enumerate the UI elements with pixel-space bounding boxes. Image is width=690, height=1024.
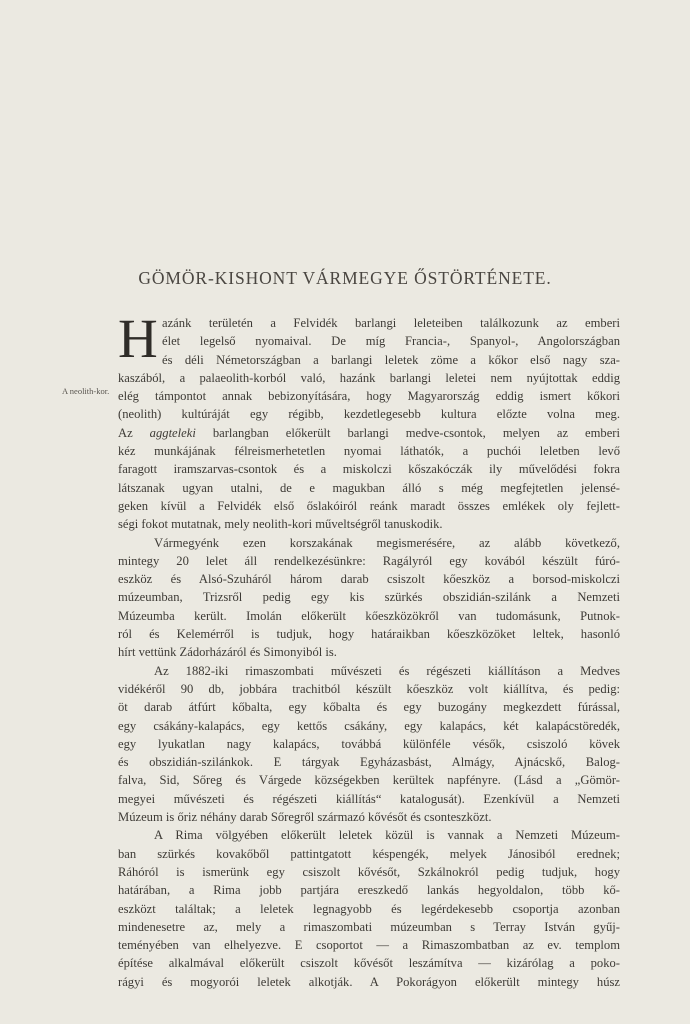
text-line: geken kívül a Felvidék első őslakóiról reánk maradt összes emlékek oly fejlett-	[118, 498, 620, 513]
text-line: (neolith) kultúráját egy régibb, kezdetlegesebb kultura előzte volna meg.	[118, 407, 620, 422]
text-line: látszanak ugyan utalni, de e magukban álló s még megfejtetlen jelensé-	[118, 480, 620, 495]
text-line: kéz munkájának félreismerhetetlen nyomai láthatók, a puchói leletben levő	[118, 444, 620, 459]
text-line: eszközt találtak; a leletek legnagyobb és legérdekesebb csoportja azonban	[118, 901, 620, 916]
text-line: Az 1882-iki rimaszombati művészeti és régészeti kiállításon a Medves	[154, 663, 620, 678]
text-line: mintegy 20 lelet áll rendelkezésünkre: Ragályról egy kovából készült fúró-	[118, 553, 620, 568]
text-line: öt darab átfúrt kőbalta, egy kőbalta és egy buzogány megkezdett fúrással,	[118, 700, 620, 715]
text-line: múzeumban, Trizsről pedig egy kis szürkés obszidián-szilánk a Nemzeti	[118, 590, 620, 605]
text-line: megyei művészeti és régészeti kiállítás“ katalogusát). Ezenkívül a Nemzeti	[118, 791, 620, 806]
text-line: teményében van elhelyezve. E csoportot — a Rimaszombatban az ev. templom	[118, 938, 620, 953]
text-line: hírt vettünk Zádorházáról és Simonyiból is.	[118, 645, 337, 660]
text-line: elég támpontot annak bebizonyítására, hogy Magyarország eddig ismert kőkori	[118, 389, 620, 404]
text-line: mindenesetre az, mely a rimaszombati múzeumban s Terray István gyűj-	[118, 919, 620, 934]
paragraph	[118, 662, 620, 827]
paragraph	[118, 534, 620, 662]
paragraph	[118, 826, 620, 991]
text-line: Ráhóról is ismerünk egy csiszolt kővésőt, Szkálnokról pedig tudjuk, hogy	[118, 864, 620, 879]
text-line: A Rima völgyében előkerült leletek közül is vannak a Nemzeti Múzeum-	[154, 828, 620, 843]
text-line: kaszából, a palaeolith-korból való, hazánk barlangi leletei nem nyújtottak eddig	[118, 370, 620, 385]
italic-word: aggteleki	[149, 425, 196, 440]
text-line: élet legelső nyomaival. De míg Francia-, Spanyol-, Angolországban	[162, 334, 620, 349]
text-line: rágyi és mogyorói leletek alkotják. A Pokorágyon előkerült mintegy húsz	[118, 974, 620, 989]
text-line: eszköz és Alsó-Szuháról három darab csiszolt kőeszköz a borsod-miskolczi	[118, 572, 620, 587]
text-line: egy csákány-kalapács, egy kettős csákány, egy kalapács, két kalapácstöredék,	[118, 718, 620, 733]
text-line: határában, a Rima jobb partjára ereszkedő lankás hegyoldalon, több kő-	[118, 883, 620, 898]
text-line: Az aggteleki barlangban előkerült barlangi medve-csontok, melyen az emberi	[118, 425, 620, 440]
text-line: falva, Sid, Sőreg és Várgede községekben kerültek napfényre. (Lásd a „Gömör-	[118, 773, 620, 788]
text-line: azánk területén a Felvidék barlangi leleteiben találkozunk az emberi	[162, 316, 620, 330]
text-line: építése alkalmával előkerült csiszolt kővésőt leszámítva — kizárólag a poko-	[118, 956, 620, 971]
text-line: és déli Németországban a barlangi leletek zöme a kőkor első nagy sza-	[162, 352, 620, 367]
paragraph	[118, 308, 620, 534]
text-line: ségi fokot mutatnak, mely neolith-kori műveltségről tanuskodik.	[118, 517, 443, 532]
drop-cap: H	[118, 308, 158, 369]
text-line: egy lyukatlan nagy kalapács, továbbá különféle vésők, csiszoló kövek	[118, 736, 620, 751]
text-line: ról és Kelemérről is tudjuk, hogy határaikban kőeszközöket leltek, hasonló	[118, 627, 620, 642]
text-line: és obszidián-szilánkok. E tárgyak Egyházasbást, Almágy, Ajnácskő, Balog-	[118, 755, 620, 770]
chapter-title: GÖMÖR-KISHONT VÁRMEGYE ŐSTÖRTÉNETE.	[138, 268, 552, 288]
text-line: vidékéről 90 db, jobbára trachitból készült kőeszköz volt kiállítva, és pedig:	[118, 681, 620, 696]
text-line: faragott iramszarvas-csontok és a miskolczi kőszakóczák ily művelődési fokra	[118, 462, 620, 477]
text-line: Múzeum is őriz néhány darab Sőregről származó kővésőt és csonteszközt.	[118, 810, 492, 825]
text-line: Vármegyénk ezen korszakának megismerésére, az alább következő,	[154, 535, 620, 550]
text-line: Múzeumba került. Imolán előkerült kőeszközökről van tudomásunk, Putnok-	[118, 608, 620, 623]
margin-note: A neolith-kor.	[62, 386, 110, 396]
body-text	[118, 308, 620, 991]
text-line: ban szürkés kovakőből pattintgatott késpengék, melyek Jánosiból erednek;	[118, 846, 620, 861]
